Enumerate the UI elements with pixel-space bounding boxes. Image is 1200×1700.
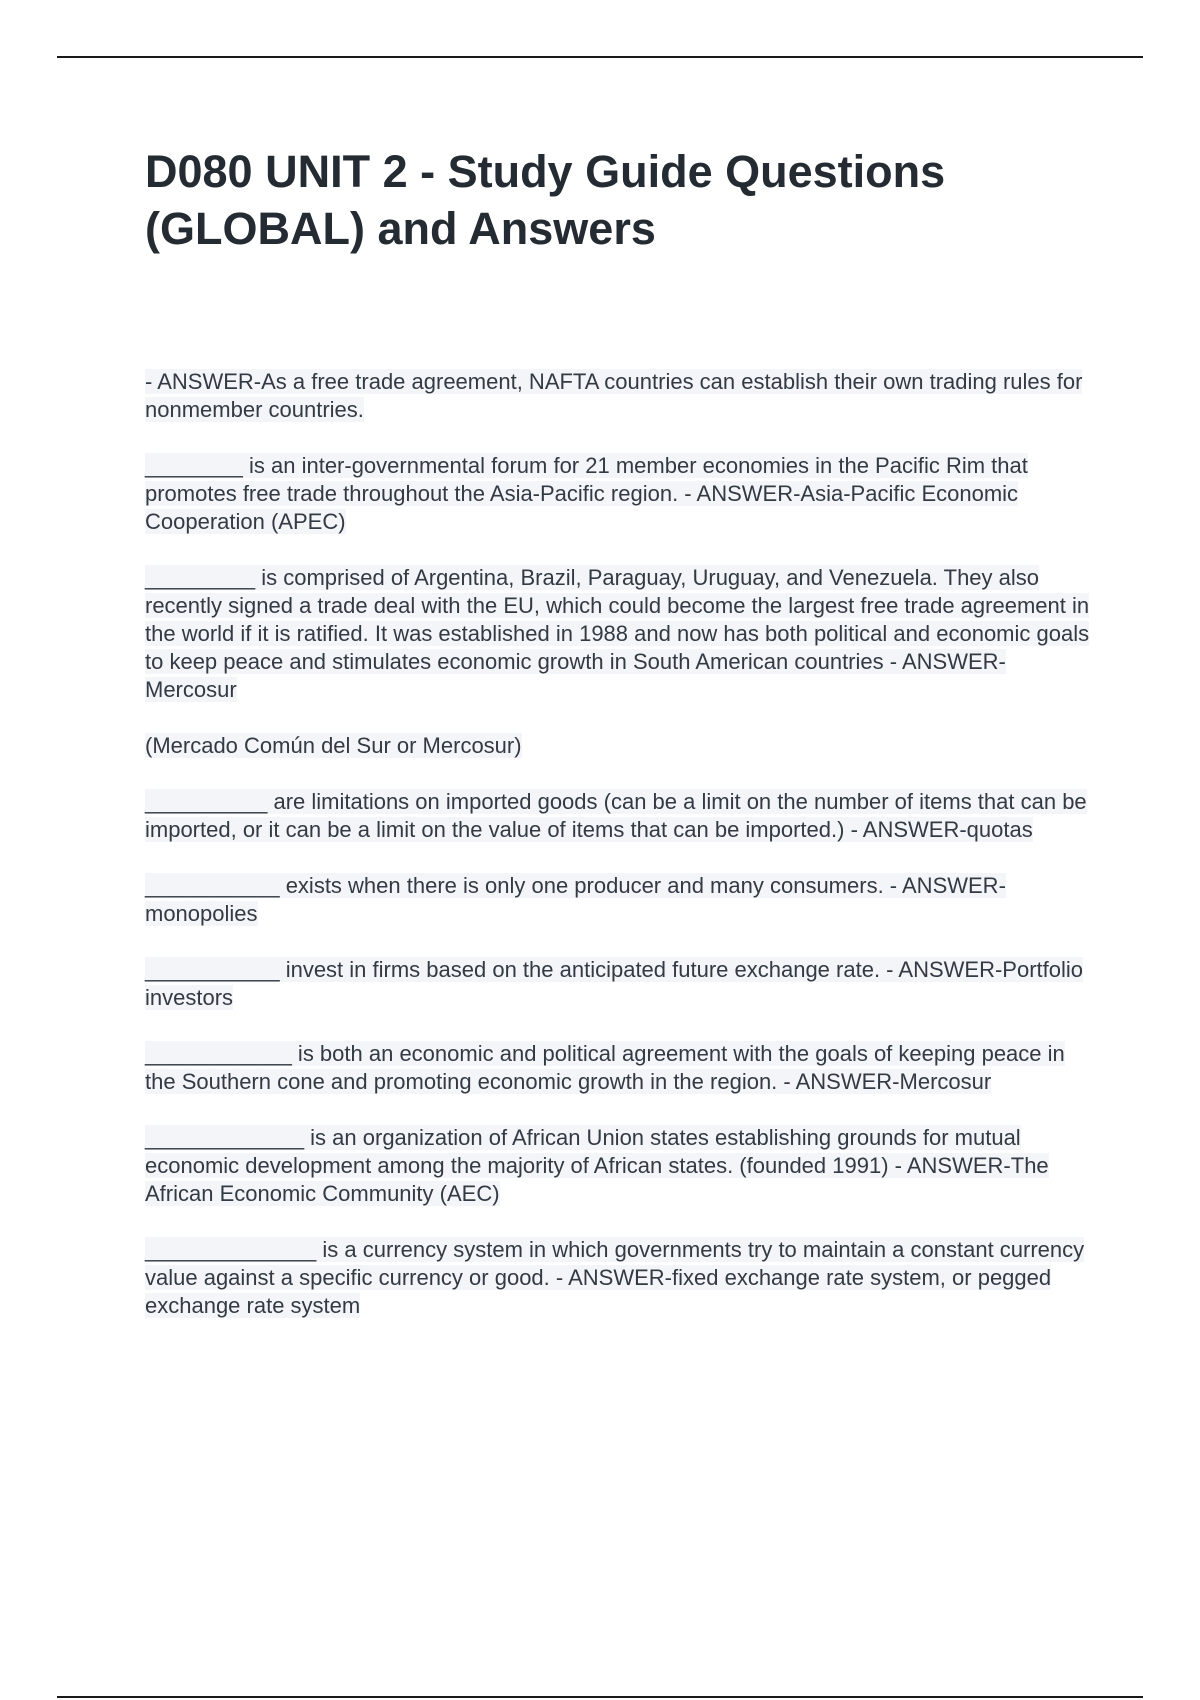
- bottom-rule: [57, 1696, 1143, 1698]
- qa-text: (Mercado Común del Sur or Mercosur): [145, 733, 522, 758]
- qa-text: ______________ is a currency system in which governments try to maintain a constant currency value against a specific currency or good. - ANSWER-fixed exchange rate system, or pegged exchange rate system: [145, 1237, 1085, 1318]
- page-title: D080 UNIT 2 - Study Guide Questions (GLOBAL) and Answers: [145, 146, 946, 254]
- qa-item-portfolio-investors: [145, 956, 1090, 1012]
- qa-text: ____________ is both an economic and political agreement with the goals of keeping peace in the Southern cone and promoting economic growth in the region. - ANSWER-Mercosur: [145, 1041, 1065, 1094]
- qa-text: _________ is comprised of Argentina, Brazil, Paraguay, Uruguay, and Venezuela. They also recently signed a trade deal with the EU, which could become the largest free trade agreement in the world if it is ratified. It was established in 1988 and now has both political and economic goals to keep peace and stimulates economic growth in South American countries - ANSWER-Mercosur: [145, 565, 1090, 702]
- qa-item-mercosur-note: [145, 732, 1090, 760]
- qa-item-nafta: [145, 368, 1090, 424]
- qa-text: ________ is an inter-governmental forum for 21 member economies in the Pacific Rim that promotes free trade throughout the Asia-Pacific region. - ANSWER-Asia-Pacific Economic Cooperation (APEC): [145, 453, 1028, 534]
- qa-text: _____________ is an organization of African Union states establishing grounds for mutual economic development among the majority of African states. (founded 1991) - ANSWER-The African Economic Community (AEC): [145, 1125, 1049, 1206]
- qa-item-mercosur: [145, 564, 1090, 704]
- qa-item-apec: [145, 452, 1090, 536]
- qa-list: [145, 368, 1090, 1348]
- qa-item-mercosur-southern-cone: [145, 1040, 1090, 1096]
- qa-text: ___________ exists when there is only one producer and many consumers. - ANSWER-monopolies: [145, 873, 1006, 926]
- top-rule: [57, 56, 1143, 58]
- qa-item-aec: [145, 1124, 1090, 1208]
- qa-item-monopolies: [145, 872, 1090, 928]
- qa-item-fixed-exchange: [145, 1236, 1090, 1320]
- qa-item-quotas: [145, 788, 1090, 844]
- qa-text: ___________ invest in firms based on the anticipated future exchange rate. - ANSWER-Portfolio investors: [145, 957, 1083, 1010]
- qa-text: - ANSWER-As a free trade agreement, NAFTA countries can establish their own trading rules for nonmember countries.: [145, 369, 1083, 422]
- qa-text: __________ are limitations on imported goods (can be a limit on the number of items that can be imported, or it can be a limit on the value of items that can be imported.) - ANSWER-quotas: [145, 789, 1087, 842]
